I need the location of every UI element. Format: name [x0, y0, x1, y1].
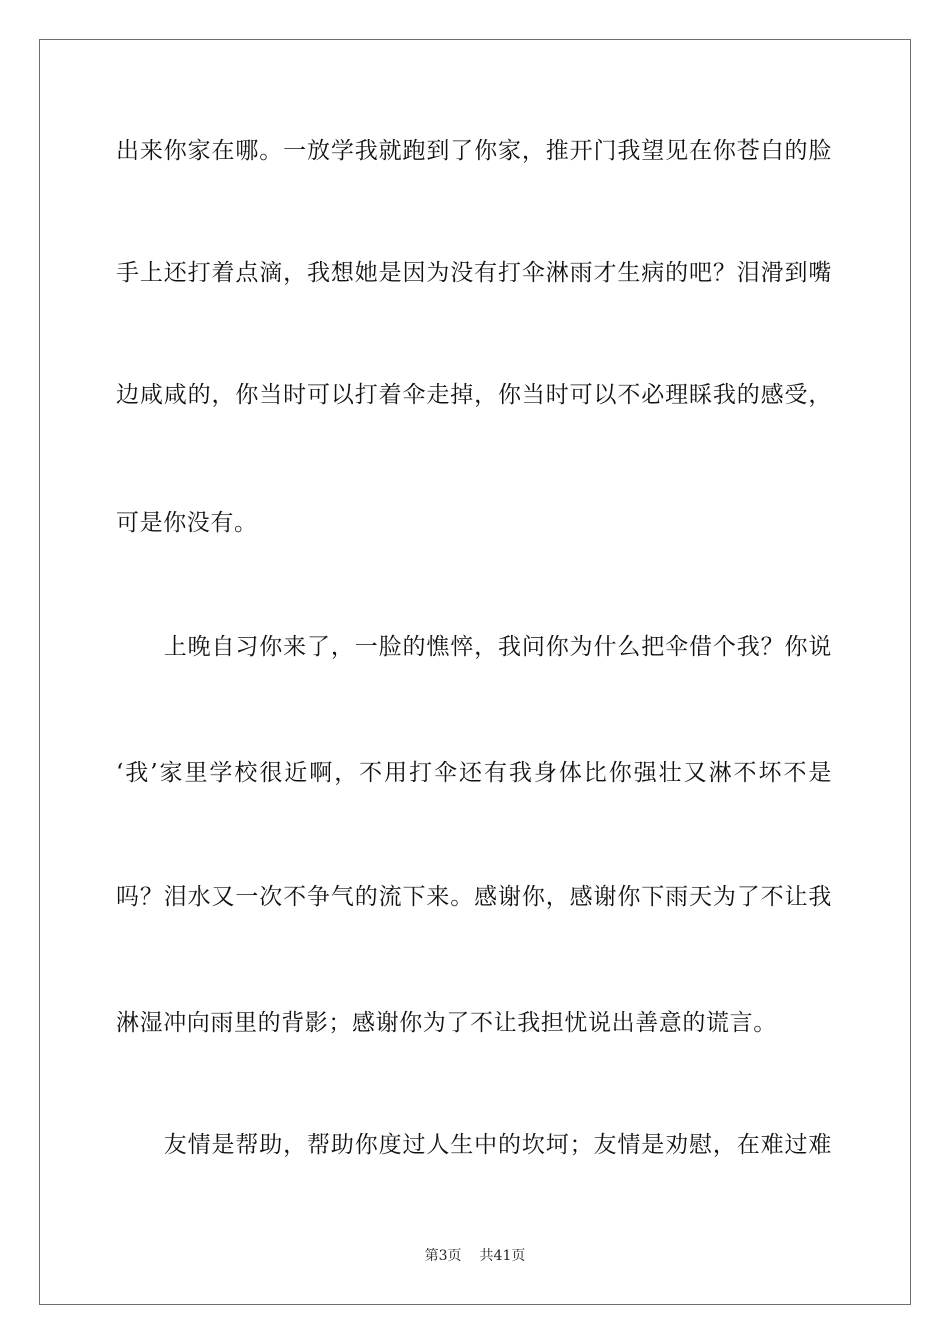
paragraph-line: ‘我’家里学校很近啊，不用打伞还有我身体比你强壮又淋不坏不是 [116, 760, 832, 786]
paragraph-line: 吗？泪水又一次不争气的流下来。感谢你，感谢你下雨天为了不让我 [116, 884, 832, 910]
page-border [39, 39, 911, 1305]
paragraph-line: 边咸咸的，你当时可以打着伞走掉，你当时可以不必理睬我的感受， [116, 382, 832, 408]
paragraph-line: 淋湿冲向雨里的背影；感谢你为了不让我担忧说出善意的谎言。 [116, 1010, 777, 1036]
paragraph-line: 出来你家在哪。一放学我就跑到了你家，推开门我望见在你苍白的脸 [116, 138, 832, 164]
page-footer [0, 1247, 950, 1265]
paragraph-line: 手上还打着点滴，我想她是因为没有打伞淋雨才生病的吧？泪滑到嘴 [116, 260, 832, 286]
page-total: 共41页 [479, 1248, 526, 1264]
paragraph-line: 上晚自习你来了，一脸的憔悴，我问你为什么把伞借个我？你说 [116, 634, 832, 660]
page-number: 第3页 [424, 1248, 462, 1264]
paragraph-line: 友情是帮助，帮助你度过人生中的坎坷；友情是劝慰，在难过难 [116, 1132, 832, 1158]
paragraph-line: 可是你没有。 [116, 510, 258, 536]
